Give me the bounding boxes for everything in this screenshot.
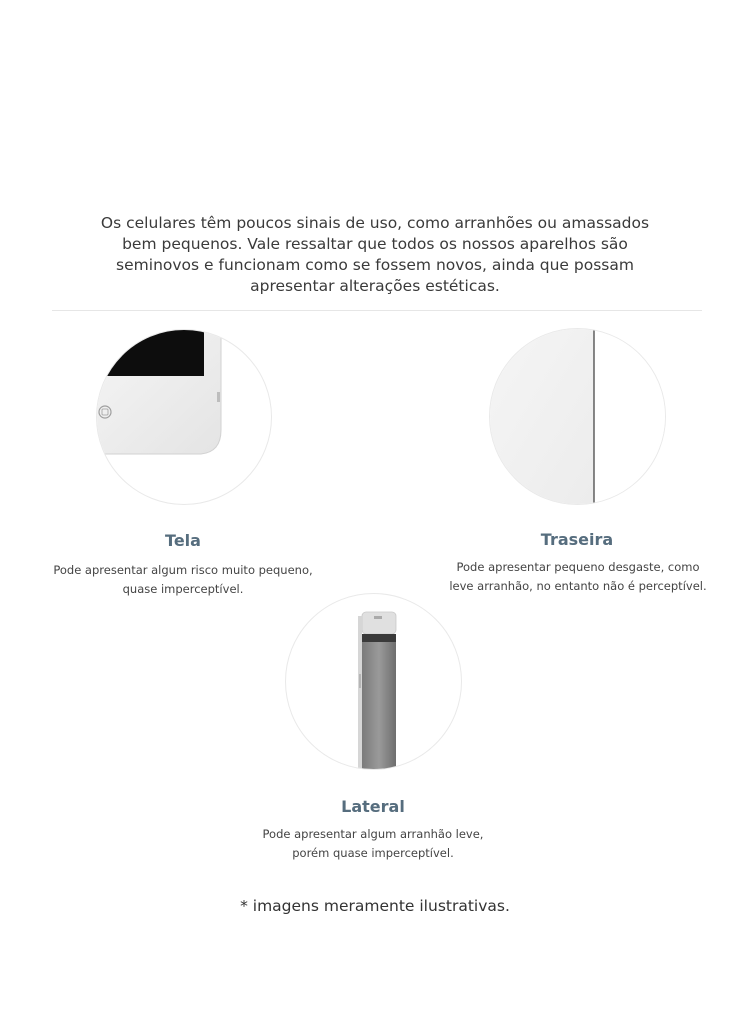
desc-line: porém quase imperceptível. <box>292 846 454 860</box>
screen-photo <box>96 329 272 505</box>
intro-line: apresentar alterações estéticas. <box>250 277 500 295</box>
feature-desc-lateral <box>223 825 523 863</box>
feature-desc-tela <box>30 561 336 599</box>
feature-desc-traseira <box>425 558 731 596</box>
footnote: * imagens meramente ilustrativas. <box>240 897 510 915</box>
desc-line: Pode apresentar pequeno desgaste, como <box>456 560 700 574</box>
phone-front-illustration <box>97 330 271 504</box>
desc-line: quase imperceptível. <box>122 582 244 596</box>
feature-title-traseira: Traseira <box>540 530 614 549</box>
intro-line: bem pequenos. Vale ressaltar que todos os nossos aparelhos são <box>122 235 628 253</box>
desc-line: Pode apresentar algum arranhão leve, <box>262 827 484 841</box>
divider <box>52 310 702 311</box>
feature-title-lateral: Lateral <box>341 797 405 816</box>
phone-side-illustration <box>286 594 461 769</box>
phone-back-illustration <box>490 329 665 504</box>
desc-line: Pode apresentar algum risco muito pequeno, <box>53 563 313 577</box>
desc-line: leve arranhão, no entanto não é perceptível. <box>449 579 707 593</box>
back-photo <box>489 328 666 505</box>
intro-line: Os celulares têm poucos sinais de uso, como arranhões ou amassados <box>100 214 650 232</box>
intro-line: seminovos e funcionam como se fossem novos, ainda que possam <box>116 256 634 274</box>
intro-text <box>95 213 655 297</box>
side-photo <box>285 593 462 770</box>
feature-title-tela: Tela <box>165 531 201 550</box>
